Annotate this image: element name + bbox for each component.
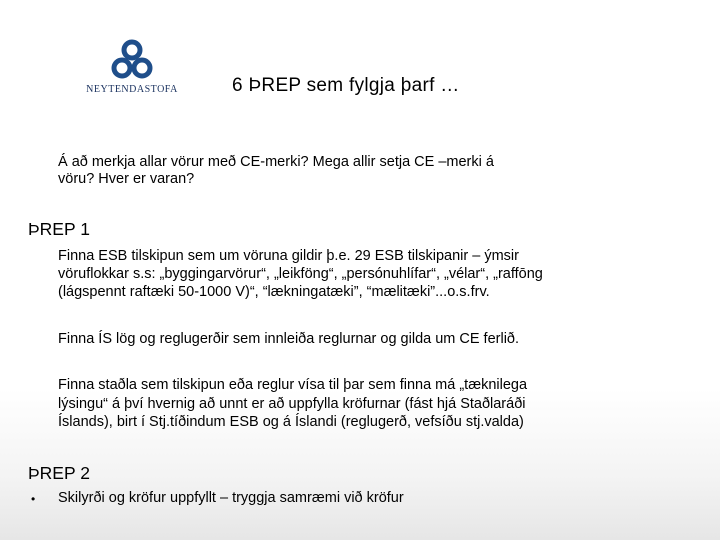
logo-wordmark: NEYTENDASTOFA — [86, 84, 178, 95]
step1-para3-line-1: Finna staðla sem tilskipun eða reglur vísa til þar sem finna má „tæknilega — [58, 377, 528, 393]
step2-heading: ÞREP 2 — [28, 463, 90, 483]
step1-para1-line-1: Finna ESB tilskipun sem um vöruna gildir þ.e. 29 ESB tilskipanir – ýmsir — [58, 248, 519, 264]
step1-para3-line-2: lýsingu“ á því hvernig að unnt er að uppfylla kröfurnar (fást hjá Staðlaráði — [58, 396, 526, 412]
bullet-icon: • — [31, 492, 36, 506]
slide-title: 6 ÞREP sem fylgja þarf … — [232, 75, 460, 96]
intro-line-1: Á að merkja allar vörur með CE-merki? Mega allir setja CE –merki á — [58, 154, 494, 170]
logo-emblem-icon — [109, 38, 155, 82]
intro-line-2: vöru? Hver er varan? — [58, 171, 195, 187]
step1-para1-line-3: (lágspennt raftæki 50-1000 V)“, “lækningatæki”, “mælitæki”...o.s.frv. — [58, 284, 490, 300]
step1-heading: ÞREP 1 — [28, 219, 90, 239]
step2-item: Skilyrði og kröfur uppfyllt – tryggja samræmi við kröfur — [58, 490, 404, 506]
step1-para2: Finna ÍS lög og reglugerðir sem innleiða reglurnar og gilda um CE ferlið. — [58, 331, 520, 347]
step1-para3-line-3: Íslands), birt í Stj.tíðindum ESB og á Íslandi (reglugerð, vefsíðu stj.valda) — [58, 414, 524, 430]
step1-para1-line-2: vöruflokkar s.s: „byggingarvörur“, „leikföng“, „persónuhlífar“, „vélar“, „raffōng — [58, 266, 543, 282]
neytendastofa-logo — [76, 36, 188, 102]
